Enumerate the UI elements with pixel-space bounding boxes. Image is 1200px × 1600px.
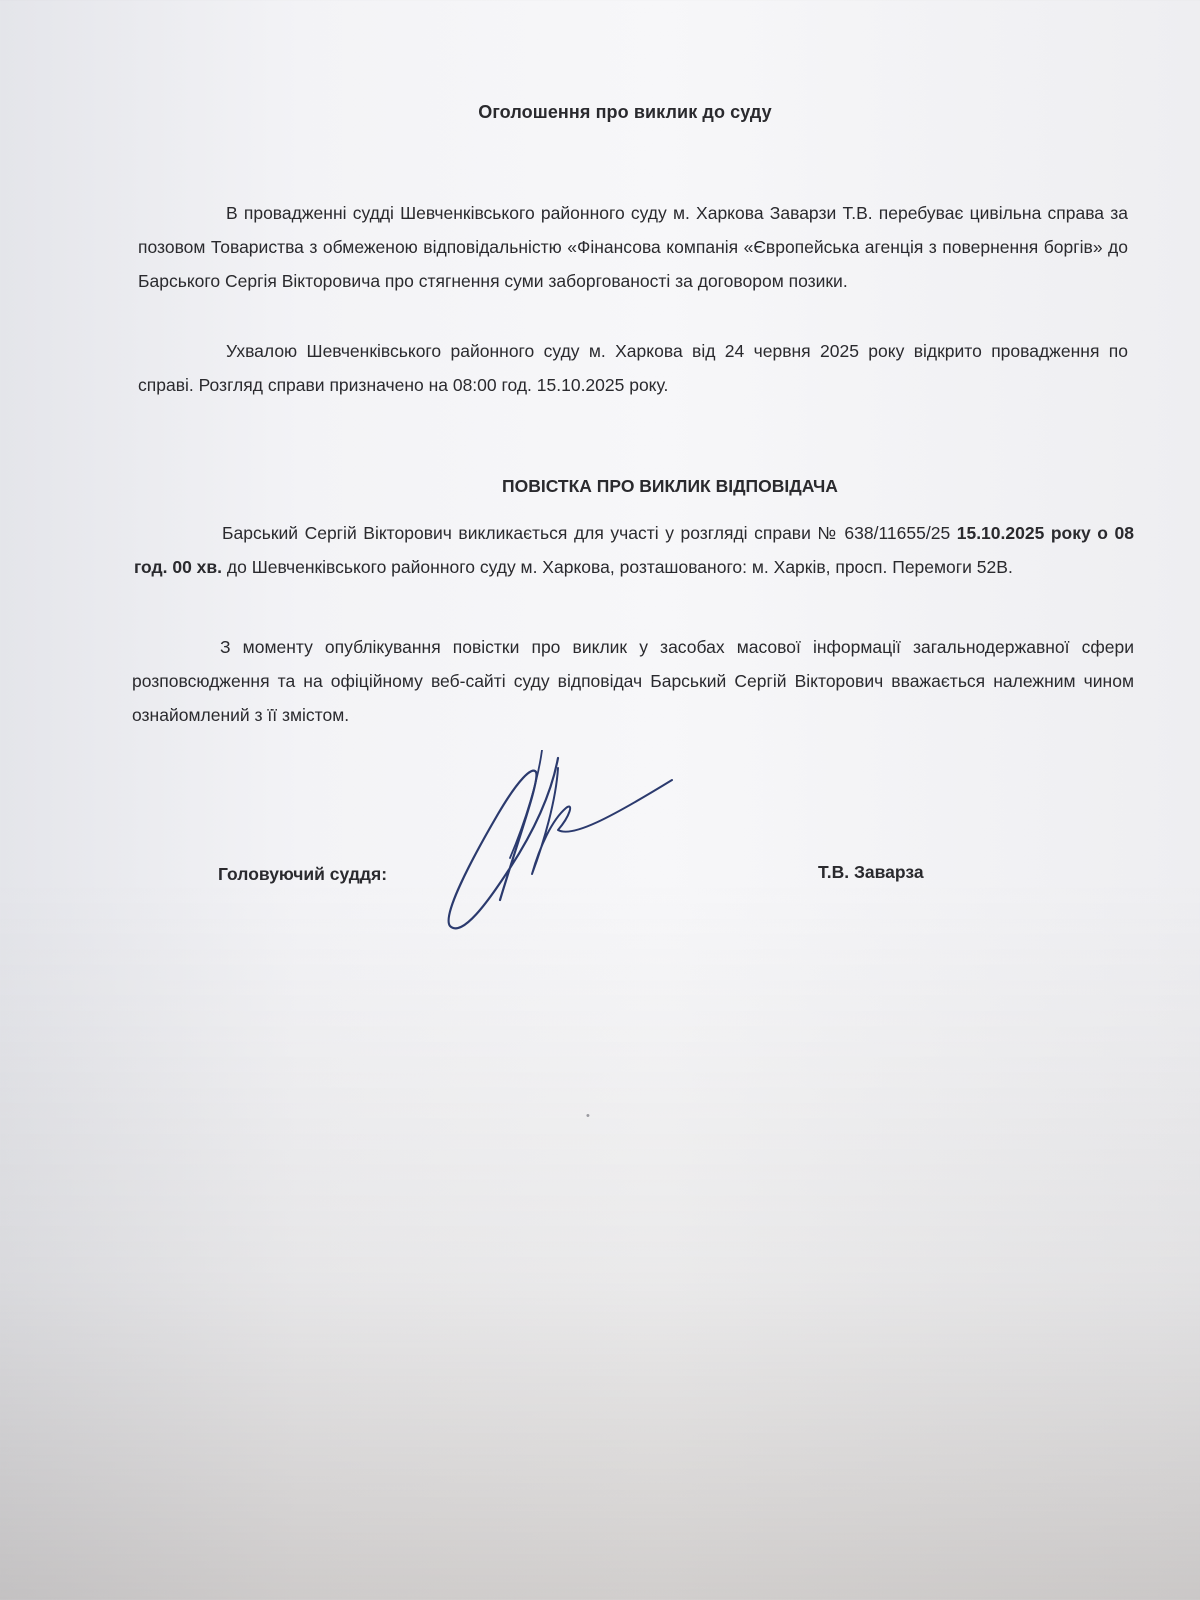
summons-datetime: 15.10.2025 року о 08 год. 00 хв. — [134, 523, 1134, 577]
faint-mark: • — [586, 1110, 590, 1122]
handwritten-signature — [440, 750, 690, 950]
presiding-judge-label: Головуючий суддя: — [218, 864, 388, 884]
summons-text-end: до Шевченківського районного суду м. Харкова, розташованого: м. Харків, просп. Перемоги 52В. — [222, 557, 1013, 577]
judge-name: Т.В. Заварза — [818, 862, 924, 882]
hearing-paragraph: Ухвалою Шевченківського районного суду м. Харкова від 24 червня 2025 року відкрито провадження по справі. Розгляд справи призначено на 08:00 год. 15.10.2025 року. — [138, 341, 1128, 395]
summons-title: ПОВІСТКА ПРО ВИКЛИК ВІДПОВІДАЧА — [502, 476, 838, 496]
case-paragraph: В провадженні судді Шевченківського районного суду м. Харкова Заварзи Т.В. перебуває цивільна справа за позовом Товариства з обмеженою відповідальністю «Фінансова компанія «Європейська агенція з повернення боргів» до Барського Сергія Вікторовича про стягнення суми заборгованості за договором позики. — [138, 203, 1128, 291]
summons-paragraph — [134, 516, 1134, 584]
summons-text-start: Барський Сергій Вікторович викликається для участі у розгляді справи № 638/11655/25 — [222, 523, 957, 543]
notice-paragraph: З моменту опублікування повістки про виклик у засобах масової інформації загальнодержавної сфери розповсюдження та на офіційному веб-сайті суду відповідач Барський Сергій Вікторович вважається належним чином ознайомлений з її змістом. — [132, 637, 1134, 725]
document-title: Оголошення про виклик до суду — [478, 102, 772, 122]
